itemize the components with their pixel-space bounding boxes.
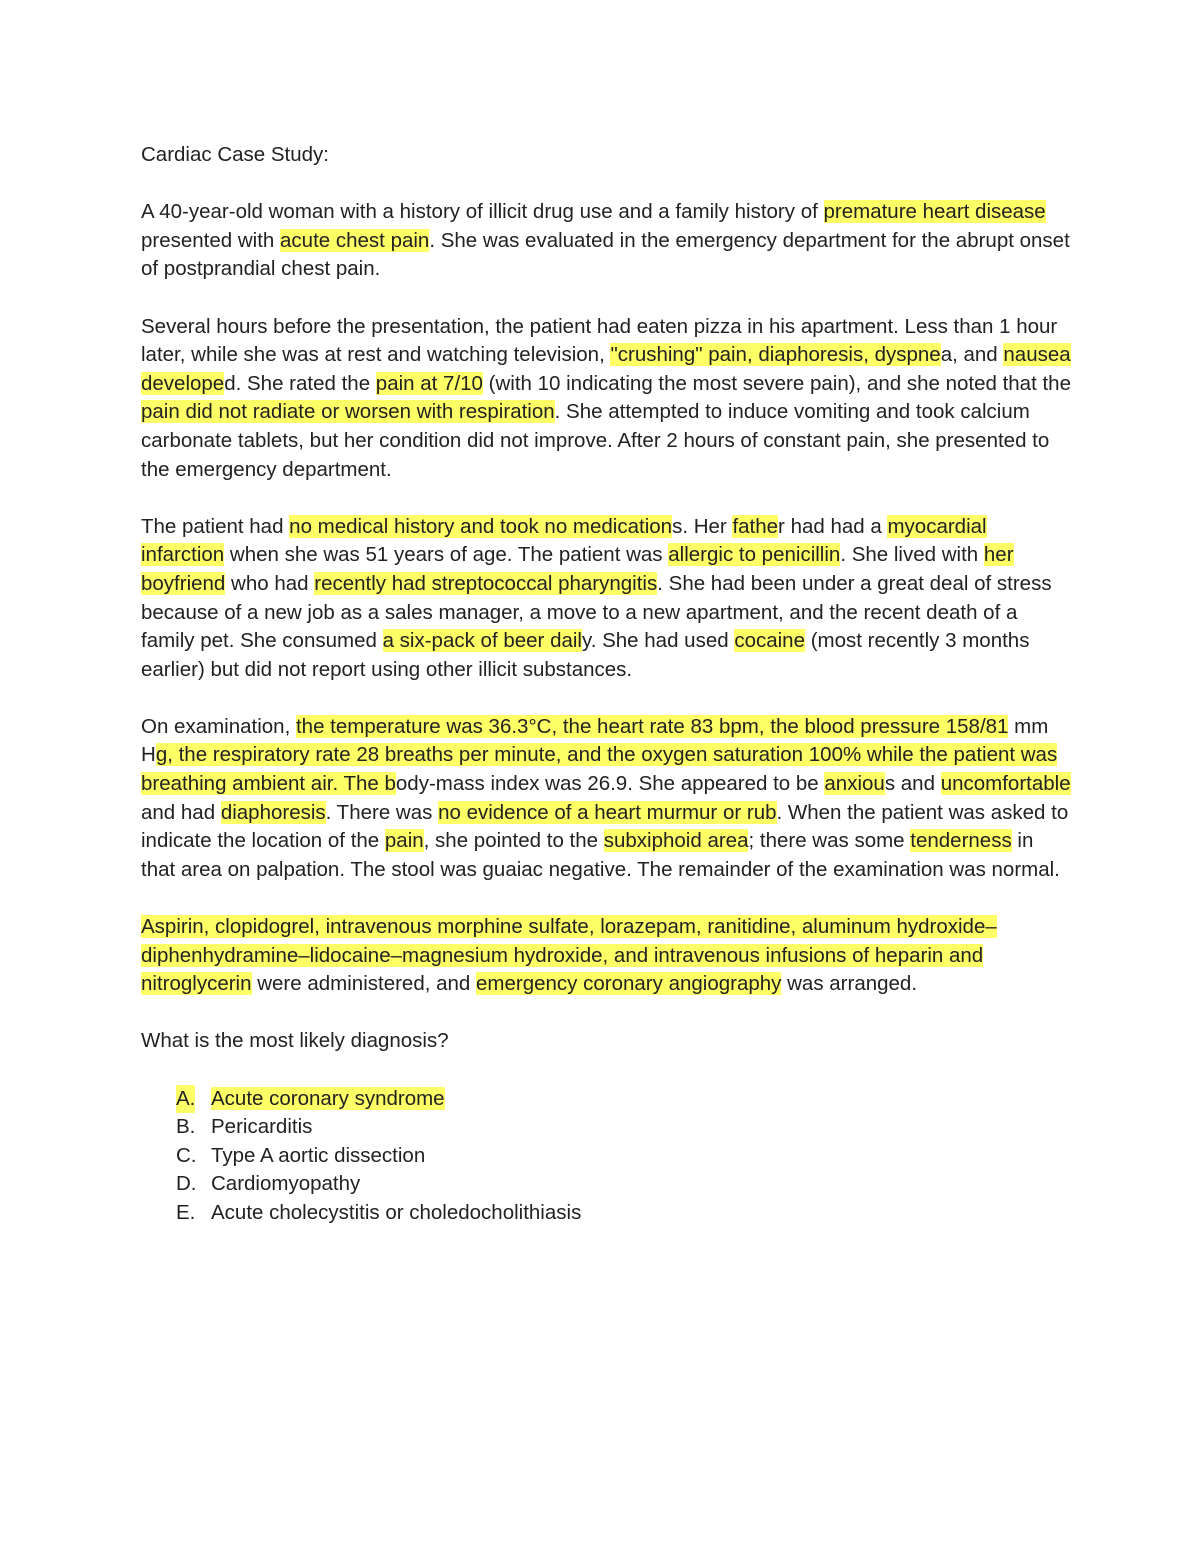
option-text: Pericarditis	[211, 1115, 313, 1139]
paragraph-text: (with 10 indicating the most severe pain), and she noted that the	[482, 371, 1071, 395]
option-letter: D.	[176, 1172, 197, 1196]
question-text: What is the most likely diagnosis?	[141, 1029, 449, 1053]
paragraph-text: . She attempted to induce vomiting and took calcium carbonate tablets, but her condition did not improve. After 2 hours of constant pain, she presented to the emergency department.	[141, 400, 1050, 481]
highlighted-text: uncomfortable	[940, 772, 1071, 796]
highlighted-text: acute chest pain	[280, 228, 430, 252]
case-paragraphs	[141, 198, 1071, 999]
option-text: Acute cholecystitis or choledocholithiasis	[211, 1200, 582, 1224]
paragraph-text: . There was	[325, 800, 439, 824]
option-text: Cardiomyopathy	[211, 1172, 361, 1196]
highlighted-text: subxiphoid area	[603, 829, 749, 853]
paragraph-text: ; there was some	[748, 829, 911, 853]
paragraph-text: and had	[141, 800, 221, 824]
highlighted-text: diaphoresis	[220, 800, 326, 824]
paragraph-text: s and	[884, 772, 941, 796]
answer-option	[141, 1113, 1071, 1142]
paragraph-text: were administered, and	[251, 972, 477, 996]
answer-option	[141, 1142, 1071, 1171]
highlighted-text: emergency coronary angiography	[476, 972, 782, 996]
answer-options	[141, 1085, 1071, 1228]
highlighted-text: cocaine	[734, 629, 805, 653]
paragraph-text: (most recently 3 months earlier) but did not report using other illicit substances.	[141, 629, 1030, 681]
paragraph-text: presented with	[141, 228, 281, 252]
case-paragraph	[141, 313, 1071, 485]
highlighted-text: premature heart disease	[823, 200, 1046, 224]
answer-option	[141, 1199, 1071, 1228]
document-title: Cardiac Case Study:	[141, 143, 330, 166]
paragraph-text: who had	[225, 571, 315, 595]
highlighted-text: fathe	[732, 514, 779, 538]
document-body	[141, 141, 1071, 1228]
paragraph-text: On examination,	[141, 714, 296, 738]
paragraph-text: , she pointed to the	[423, 829, 604, 853]
option-letter: A.	[176, 1085, 195, 1114]
option-text: Type A aortic dissection	[211, 1143, 426, 1167]
highlighted-text: the temperature was 36.3°C, the heart rate 83 bpm, the blood pressure 158/81	[295, 714, 1009, 738]
case-paragraph	[141, 713, 1071, 885]
paragraph-text: . When the patient was asked to indicate the location of the	[141, 800, 1069, 853]
highlighted-text: recently had streptococcal pharyngitis	[314, 571, 658, 595]
paragraph-text: A 40-year-old woman with a history of illicit drug use and a family history of	[141, 200, 824, 224]
paragraph-text: mm H	[141, 714, 1049, 767]
paragraph-text: . She lived with	[840, 543, 984, 567]
paragraph-text: a, and	[940, 343, 1004, 367]
option-letter: C.	[176, 1143, 197, 1167]
highlighted-text: anxiou	[824, 772, 885, 796]
highlighted-text: her boyfriend	[141, 543, 1014, 595]
answer-option	[141, 1170, 1071, 1199]
highlighted-text: myocardial infarction	[141, 514, 987, 567]
highlighted-text: no medical history and took no medication	[289, 514, 673, 538]
paragraph-text: . She was evaluated in the emergency department for the abrupt onset of postprandial chest pain.	[141, 228, 1070, 281]
case-paragraph	[141, 198, 1071, 284]
highlighted-text: nausea develope	[141, 343, 1071, 395]
paragraph-text: was arranged.	[781, 972, 918, 996]
paragraph-text: . She had been under a great deal of stress because of a new job as a sales manager, a move to a new apartment, and the recent death of a family pet. She consumed	[141, 571, 1052, 653]
option-letter: E.	[176, 1200, 196, 1224]
paragraph-text: Several hours before the presentation, the patient had eaten pizza in his apartment. Less than 1 hour later, while she was at rest and watching television,	[141, 314, 1058, 367]
highlighted-text: pain did not radiate or worsen with respiration	[141, 400, 555, 424]
answer-option	[141, 1085, 1071, 1114]
paragraph-text: The patient had	[141, 514, 290, 538]
case-paragraph	[141, 513, 1071, 685]
highlighted-text: a six-pack of beer dail	[382, 629, 582, 653]
highlighted-text: allergic to penicillin	[668, 543, 841, 567]
paragraph-text: r had had a	[778, 514, 888, 538]
paragraph-text: s. Her	[672, 514, 733, 538]
highlighted-text: pain at 7/10	[375, 371, 483, 395]
option-letter: B.	[176, 1115, 196, 1139]
paragraph-text: in that area on palpation. The stool was guaiac negative. The remainder of the examination was normal.	[141, 829, 1060, 881]
highlighted-text: no evidence of a heart murmur or rub	[438, 800, 777, 824]
paragraph-text: ody-mass index was 26.9. She appeared to be	[395, 772, 825, 796]
highlighted-text: "crushing" pain, diaphoresis, dyspne	[610, 343, 941, 367]
option-text: Acute coronary syndrome	[211, 1086, 445, 1110]
highlighted-text: Aspirin, clopidogrel, intravenous morphine sulfate, lorazepam, ranitidine, aluminum hydroxide–diphenhydramine–lidocaine–magnesium hydroxide, and intravenous infusions of heparin and nitroglycerin	[141, 915, 997, 996]
paragraph-text: d. She rated the	[224, 371, 376, 395]
case-paragraph	[141, 913, 1071, 999]
highlighted-text: tenderness	[910, 829, 1012, 853]
paragraph-text: y. She had used	[581, 629, 735, 653]
highlighted-text: pain	[384, 829, 424, 853]
highlighted-text: g, the respiratory rate 28 breaths per minute, and the oxygen saturation 100% while the patient was breathing ambient air. The b	[141, 743, 1058, 796]
paragraph-text: when she was 51 years of age. The patient was	[224, 543, 669, 567]
